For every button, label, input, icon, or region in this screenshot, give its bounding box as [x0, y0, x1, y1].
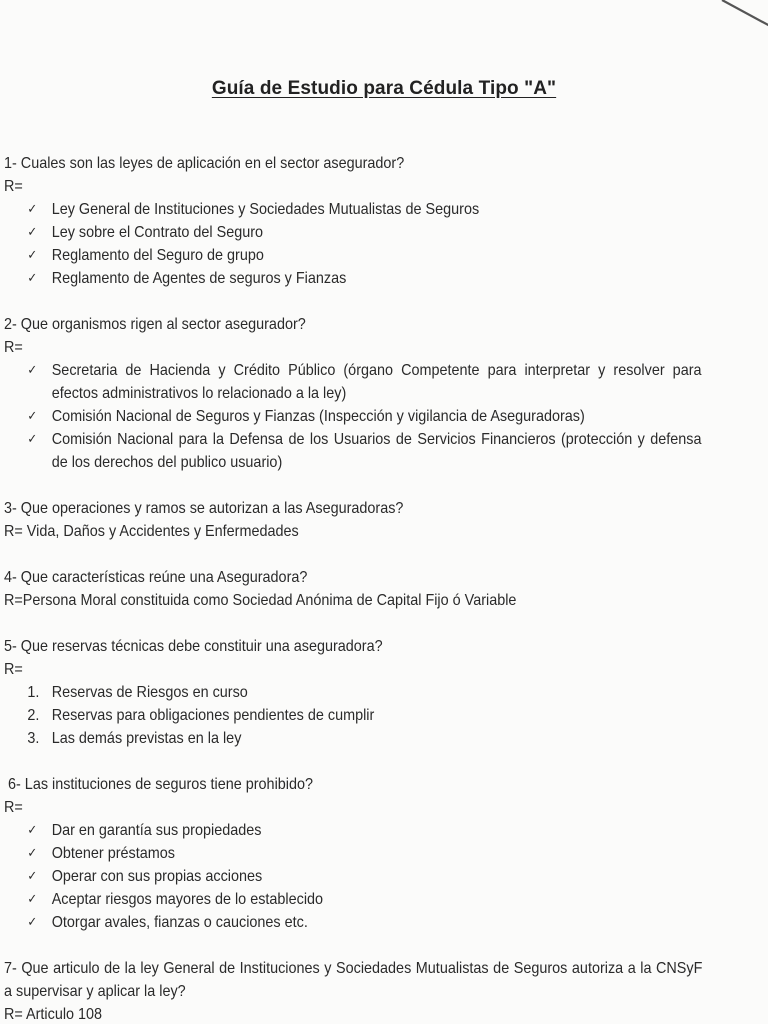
question-1: [4, 152, 697, 290]
answer-text: R=Persona Moral constituida como Sociedad Anónima de Capital Fijo ó Variable: [4, 592, 517, 609]
answer-label: R=: [4, 661, 23, 678]
question-text: 5- Que reservas técnicas debe constituir una aseguradora?: [4, 638, 383, 655]
question-text: 4- Que características reúne una Aseguradora?: [4, 569, 308, 586]
check-icon: ✓: [27, 823, 38, 838]
list-item: ✓ Secretaria de Hacienda y Crédito Público (órgano Competente para interpretar y resolver para efectos administrativos lo relacionado a la ley): [4, 359, 702, 405]
question-3: [4, 497, 697, 543]
list-item: ✓ Obtener préstamos: [4, 842, 697, 865]
check-icon: ✓: [27, 202, 38, 217]
question-6: [4, 773, 697, 934]
question-text: 7- Que articulo de la ley General de Instituciones y Sociedades Mutualistas de Seguros autoriza a la CNSyF a supervisar y aplicar la ley?: [4, 960, 703, 1000]
list-item: ✓ Operar con sus propias acciones: [4, 865, 697, 888]
answer-text: R= Articulo 108: [4, 1006, 103, 1023]
questions-body: [4, 152, 703, 1024]
question-2: [4, 313, 702, 474]
answer-list: [4, 198, 697, 290]
list-number: 2.: [27, 707, 40, 724]
page-title: Guía de Estudio para Cédula Tipo "A": [211, 78, 557, 99]
question-4: [4, 566, 697, 612]
question-text: 1- Cuales son las leyes de aplicación en el sector asegurador?: [4, 155, 405, 172]
list-item: 1. Reservas de Riesgos en curso: [4, 681, 697, 704]
check-icon: ✓: [27, 846, 38, 861]
answer-list: [4, 681, 697, 750]
answer-list: [4, 359, 702, 474]
check-icon: ✓: [27, 409, 38, 424]
list-number: 1.: [27, 684, 40, 701]
check-icon: ✓: [27, 892, 38, 907]
list-item: ✓ Comisión Nacional para la Defensa de los Usuarios de Servicios Financieros (protección y defensa de los derechos del publico usuario): [4, 428, 702, 474]
list-item: ✓ Comisión Nacional de Seguros y Fianzas (Inspección y vigilancia de Aseguradoras): [4, 405, 702, 428]
answer-label: R=: [4, 339, 23, 356]
question-text: 3- Que operaciones y ramos se autorizan a las Aseguradoras?: [4, 500, 404, 517]
list-item: ✓ Otorgar avales, fianzas o cauciones etc.: [4, 911, 697, 934]
check-icon: ✓: [27, 915, 38, 930]
answer-list: [4, 819, 697, 934]
question-text: 6- Las instituciones de seguros tiene prohibido?: [4, 776, 313, 793]
list-number: 3.: [27, 730, 40, 747]
check-icon: ✓: [27, 225, 38, 240]
answer-label: R=: [4, 178, 23, 195]
check-icon: ✓: [27, 271, 38, 286]
check-icon: ✓: [27, 363, 38, 378]
check-icon: ✓: [27, 869, 38, 884]
answer-label: R=: [4, 799, 23, 816]
list-item: ✓ Ley sobre el Contrato del Seguro: [4, 221, 697, 244]
list-item: ✓ Aceptar riesgos mayores de lo establecido: [4, 888, 697, 911]
question-5: [4, 635, 697, 750]
list-item: ✓ Ley General de Instituciones y Sociedades Mutualistas de Seguros: [4, 198, 697, 221]
question-7: [4, 957, 703, 1024]
answer-text: R= Vida, Daños y Accidentes y Enfermedades: [4, 523, 299, 540]
question-text: 2- Que organismos rigen al sector asegurador?: [4, 316, 306, 333]
list-item: ✓ Reglamento del Seguro de grupo: [4, 244, 697, 267]
check-icon: ✓: [27, 432, 38, 447]
list-item: ✓ Dar en garantía sus propiedades: [4, 819, 697, 842]
check-icon: ✓: [27, 248, 38, 263]
list-item: 3. Las demás previstas en la ley: [4, 727, 697, 750]
corner-fold-mark: [714, 0, 768, 28]
list-item: 2. Reservas para obligaciones pendientes de cumplir: [4, 704, 697, 727]
list-item: ✓ Reglamento de Agentes de seguros y Fianzas: [4, 267, 697, 290]
